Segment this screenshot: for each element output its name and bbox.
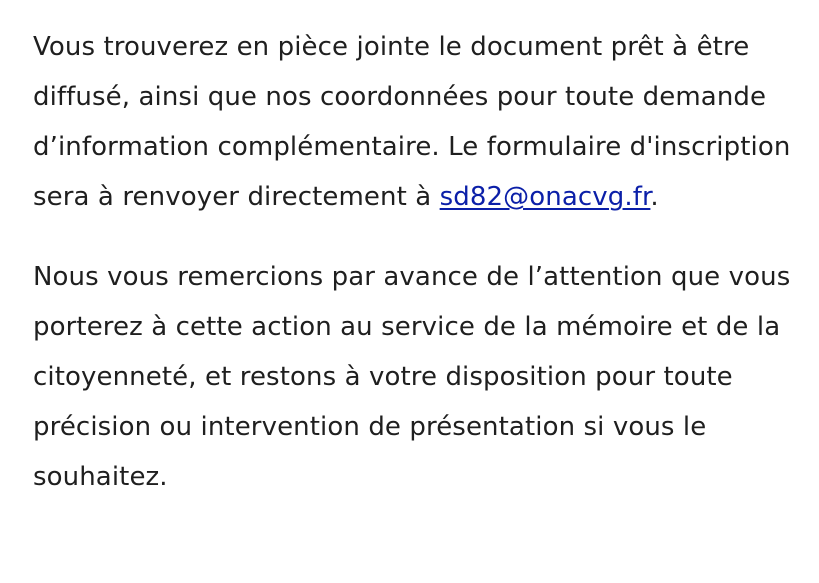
paragraph-thanks: Nous vous remercions par avance de l’attention que vous porterez à cette action au service de la mémoire et de la citoyenneté, et restons à votre disposition pour toute précision ou intervention de présentation si vous le souhaitez. — [33, 262, 791, 492]
paragraph-1-text: Vous trouverez en pièce jointe le document prêt à être diffusé, ainsi que nos coordonnées pour toute demande d’information complémentaire. Le formulaire d'inscription sera à renvoyer directement à — [33, 32, 791, 212]
paragraph-1-end: . — [650, 182, 659, 212]
paragraph-attachment-info — [33, 22, 799, 222]
email-link[interactable]: sd82@onacvg.fr — [439, 182, 651, 212]
